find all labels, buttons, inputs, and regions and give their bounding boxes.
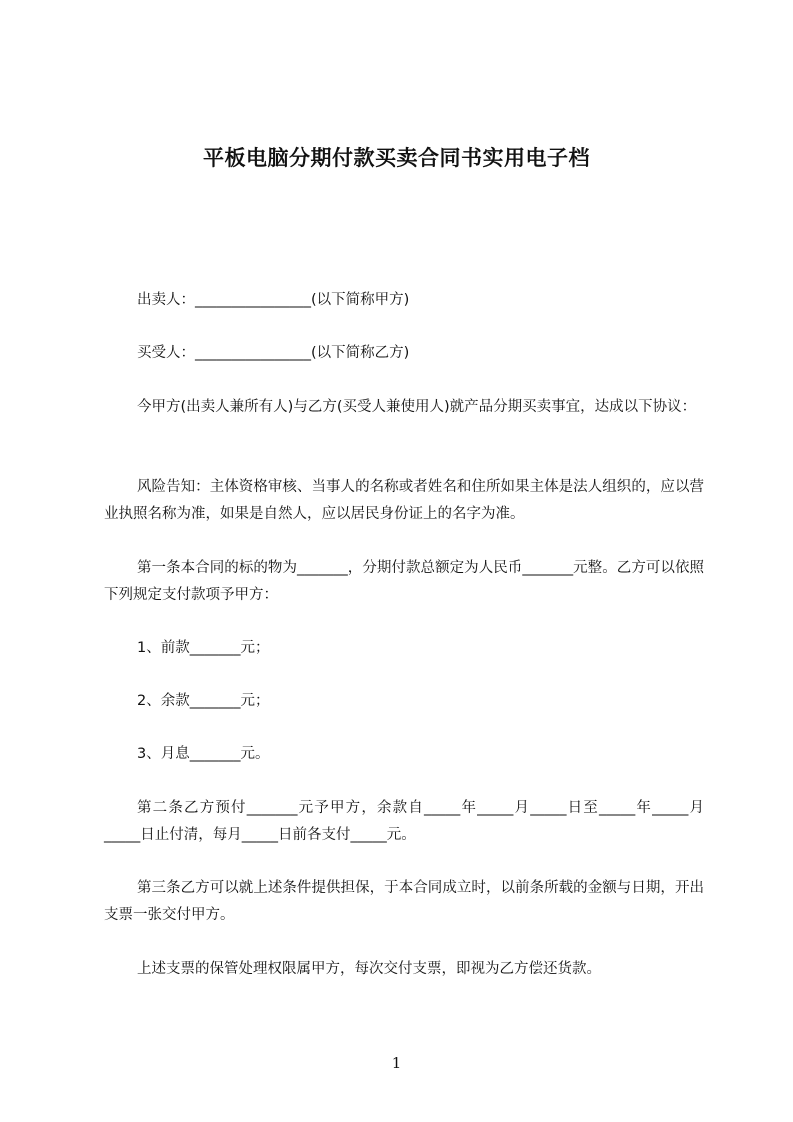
article-3-paragraph: 第三条乙方可以就上述条件提供担保，于本合同成立时，以前条所载的金额与日期，开出支票一张交付甲方。 xyxy=(104,880,704,923)
article-1-paragraph: 第一条本合同的标的物为_______，分期付款总额定为人民币_______元整。乙方可以依照下列规定支付款项予甲方： xyxy=(104,560,704,603)
preamble-paragraph: 今甲方(出卖人兼所有人)与乙方(买受人兼使用人)就产品分期买卖事宜，达成以下协议： xyxy=(137,399,697,415)
seller-line: 出卖人：________________(以下简称甲方) xyxy=(137,292,410,308)
payment-item-3: 3、月息_______元。 xyxy=(137,746,270,762)
document-title: 平板电脑分期付款买卖合同书实用电子档 xyxy=(203,146,590,170)
risk-notice-paragraph: 风险告知：主体资格审核、当事人的名称或者姓名和住所如果主体是法人组织的，应以营业执照名称为准，如果是自然人，应以居民身份证上的名字为准。 xyxy=(104,479,704,522)
payment-item-1: 1、前款_______元； xyxy=(137,640,270,656)
cheque-custody-paragraph: 上述支票的保管处理权限属甲方，每次交付支票，即视为乙方偿还货款。 xyxy=(137,961,601,977)
article-2-paragraph: 第二条乙方预付_______元予甲方，余款自_____年_____月_____日至_____年_____月_____日止付清，每月_____日前各支付_____元。 xyxy=(104,800,704,843)
buyer-line: 买受人：________________(以下简称乙方) xyxy=(137,345,410,361)
page-number: 1 xyxy=(391,1054,402,1072)
payment-item-2: 2、余款_______元； xyxy=(137,693,270,709)
